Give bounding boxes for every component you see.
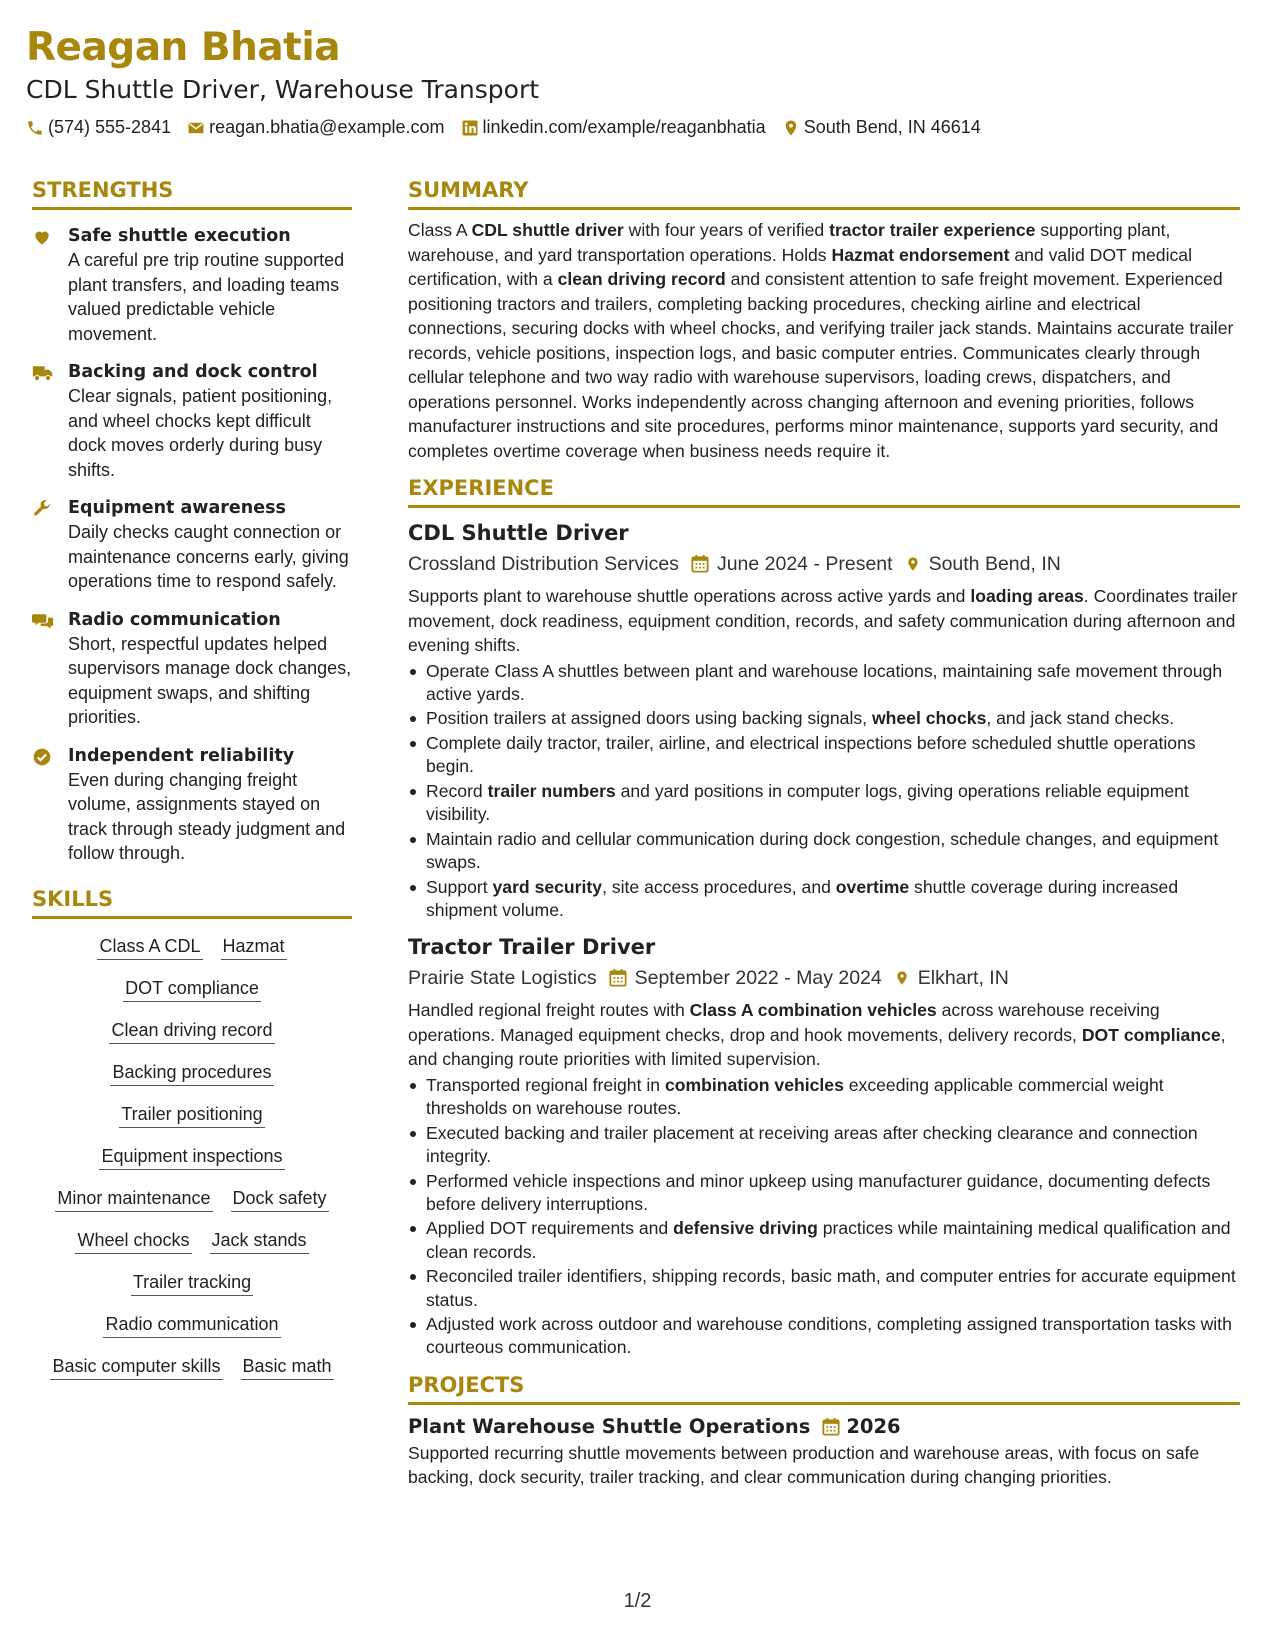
right-column [408, 175, 1240, 1490]
location-text: South Bend, IN 46614 [803, 117, 981, 137]
skill-tag: Trailer positioning [119, 1101, 264, 1128]
job-summary [408, 998, 1240, 1072]
bullet-item [408, 780, 1240, 826]
skill-tag: DOT compliance [123, 975, 261, 1002]
strength-desc: Clear signals, patient positioning, and wheel chocks kept difficult dock moves orderly during busy shifts. [68, 386, 333, 480]
job-company: Prairie State Logistics [408, 967, 597, 990]
strength-item [32, 608, 352, 730]
contact-phone[interactable] [26, 117, 171, 138]
bold-text: wheel chocks [871, 708, 987, 729]
summary-section [408, 175, 1240, 463]
projects-section [408, 1370, 1240, 1490]
bullet-item [408, 876, 1240, 922]
strength-title: Backing and dock control [68, 362, 318, 382]
strength-item [32, 496, 352, 594]
map-marker-icon [894, 968, 910, 988]
text-run: , and jack stand checks. [986, 708, 1175, 729]
skill-tag: Radio communication [103, 1311, 280, 1338]
page-number: 1/2 [623, 1590, 652, 1612]
job-location: South Bend, IN [928, 553, 1061, 575]
skills-section [32, 884, 352, 1380]
bullet-item [408, 1170, 1240, 1216]
text-run: Performed vehicle inspections and minor upkeep using manufacturer guidance, documenting defects before delivery interruptions. [426, 1170, 1211, 1214]
job-dates: September 2022 - May 2024 [634, 967, 882, 990]
strength-desc: Short, respectful updates helped supervisors manage dock changes, equipment swaps, and shifting priorities. [68, 633, 352, 727]
bold-text: combination vehicles [664, 1074, 844, 1095]
skill-tag: Class A CDL [97, 933, 202, 960]
project-year: 2026 [846, 1414, 901, 1438]
bold-text: Class A combination vehicles [689, 1000, 937, 1021]
bold-text: trailer numbers [487, 781, 616, 802]
experience-heading: EXPERIENCE [408, 473, 1240, 508]
candidate-title: CDL Shuttle Driver, Warehouse Transport [26, 75, 540, 104]
text-run: and consistent attention to safe freight movement. Experienced positioning tractors and trailers, completing backing procedures, checking airline and electrical connections, securing docks with wheel chocks, and verifying trailer jack stands. Maintains accurate trailer records, vehicle positions, inspection logs, and basic computer entries. Communicates clearly through cellular telephone and two way radio with warehouse supervisors, loading crews, dispatchers, and operations personnel. Works independently across changing afternoon and evening priorities, follows manufacturer instructions and site procedures, performs minor maintenance, supports yard security, and completes overtime coverage when business needs require it. [408, 269, 1234, 461]
skill-tag: Clean driving record [109, 1017, 274, 1044]
truck-icon [32, 363, 54, 383]
text-run: Executed backing and trailer placement at receiving areas after checking clearance and connection integrity. [426, 1122, 1198, 1166]
job-title: CDL Shuttle Driver [408, 521, 629, 545]
strength-item [32, 744, 352, 866]
text-run: Support [426, 876, 493, 897]
calendar-icon [822, 1417, 840, 1437]
skill-tag: Backing procedures [110, 1059, 273, 1086]
envelope-icon [187, 119, 205, 137]
strength-item [32, 224, 352, 346]
bullet-item [408, 1313, 1240, 1359]
calendar-icon [609, 968, 627, 988]
project-header [408, 1413, 1240, 1441]
text-run: . Coordinates trailer movement, dock readiness, equipment condition, records, and safety communication during afternoon and evening shifts. [408, 586, 1238, 655]
projects-heading: PROJECTS [408, 1370, 1240, 1405]
text-run: exceeding applicable commercial weight thresholds on warehouse routes. [426, 1074, 1164, 1118]
bullet-item [408, 1265, 1240, 1311]
linkedin-text: linkedin.com/example/reaganbhatia [482, 117, 766, 137]
text-run: across warehouse receiving operations. Managed equipment checks, drop and hook movements, delivery records, [408, 1000, 1160, 1045]
skill-tag: Dock safety [231, 1185, 329, 1212]
strength-title: Independent reliability [68, 745, 295, 766]
left-column [32, 175, 352, 1380]
job-entry [408, 932, 1240, 1359]
skill-tag: Trailer tracking [131, 1269, 253, 1296]
bullet-item [408, 660, 1240, 706]
strengths-heading: STRENGTHS [32, 175, 352, 210]
strength-title: Safe shuttle execution [68, 226, 291, 246]
contact-email[interactable] [187, 117, 444, 138]
text-run: supporting plant, warehouse, and yard transportation operations. Holds [408, 220, 1171, 265]
text-run: Record [426, 781, 488, 802]
text-run: and valid DOT medical certification, with a [408, 244, 1192, 289]
bullet-item [408, 1122, 1240, 1168]
skills-list [32, 919, 352, 1380]
bold-text: clean driving record [557, 269, 726, 289]
bullet-item [408, 732, 1240, 778]
bold-text: overtime [835, 876, 910, 897]
bold-text: defensive driving [673, 1218, 818, 1239]
comments-icon [32, 611, 54, 631]
text-run: Position trailers at assigned doors using backing signals, [426, 708, 872, 729]
summary-heading: SUMMARY [408, 175, 1240, 210]
bold-text: tractor trailer experience [829, 220, 1036, 240]
job-entry [408, 518, 1240, 922]
skill-tag: Basic math [241, 1353, 334, 1380]
text-run: Applied DOT requirements and [426, 1218, 674, 1239]
summary-text [408, 218, 1240, 463]
job-title: Tractor Trailer Driver [408, 935, 656, 960]
job-location: Elkhart, IN [917, 967, 1009, 990]
bullet-item [408, 707, 1240, 730]
bold-text: yard security [492, 876, 603, 897]
text-run: , site access procedures, and [602, 876, 836, 897]
skill-tag: Basic computer skills [50, 1353, 222, 1380]
map-marker-icon [905, 554, 921, 574]
skill-tag: Minor maintenance [55, 1185, 212, 1212]
text-run: Transported regional freight in [426, 1074, 665, 1095]
job-meta [408, 964, 1240, 992]
strength-desc: Daily checks caught connection or maintenance concerns early, giving operations time to respond safely. [68, 522, 349, 591]
job-bullets [408, 660, 1240, 923]
skill-tag: Wheel chocks [75, 1227, 191, 1254]
bold-text: loading areas [970, 586, 1084, 606]
skill-tag: Jack stands [210, 1227, 309, 1254]
phone-icon [26, 119, 44, 137]
text-run: Adjusted work across outdoor and warehouse conditions, completing assigned transportation tasks with courteous communication. [426, 1314, 1232, 1358]
text-run: shuttle coverage during increased shipment volume. [426, 876, 1179, 921]
phone-text: (574) 555-2841 [48, 117, 172, 137]
bullet-item [408, 1074, 1240, 1120]
resume-header [26, 24, 1246, 138]
text-run: practices while maintaining medical qualification and clean records. [426, 1218, 1231, 1262]
skills-heading: SKILLS [32, 884, 352, 919]
strength-item [32, 360, 352, 482]
text-run: Supports plant to warehouse shuttle operations across active yards and [408, 586, 971, 606]
contact-location [782, 117, 981, 138]
text-run: , and changing route priorities with limited supervision. [408, 1024, 1226, 1070]
bold-text: Hazmat endorsement [831, 244, 1010, 265]
skill-tag: Hazmat [221, 933, 287, 960]
job-dates: June 2024 - Present [716, 553, 893, 575]
heart-icon [32, 227, 52, 247]
text-run: Complete daily tractor, trailer, airline, and electrical inspections before scheduled shuttle operations begin. [426, 733, 1196, 777]
job-summary [408, 584, 1240, 658]
job-bullets [408, 1074, 1240, 1360]
project-desc: Supported recurring shuttle movements between production and warehouse areas, with focus on safe backing, dock security, trailer tracking, and clear communication during changing priorities. [408, 1442, 1200, 1488]
text-run: with four years of verified [623, 220, 830, 240]
strengths-section [32, 175, 352, 866]
candidate-name: Reagan Bhatia [26, 25, 341, 70]
bullet-item [408, 828, 1240, 874]
linkedin-icon [461, 119, 479, 137]
text-run: Reconciled trailer identifiers, shipping records, basic math, and computer entries for accurate equipment status. [426, 1266, 1236, 1310]
text-run: and yard positions in computer logs, giving operations reliable equipment visibility. [426, 781, 1189, 825]
wrench-icon [32, 499, 52, 519]
strength-title: Radio communication [68, 609, 281, 630]
bullet-item [408, 1217, 1240, 1263]
map-marker-icon [782, 119, 800, 137]
project-title: Plant Warehouse Shuttle Operations [408, 1414, 811, 1438]
job-company: Crossland Distribution Services [408, 553, 679, 575]
email-text: reagan.bhatia@example.com [209, 117, 445, 137]
bold-text: CDL shuttle driver [471, 220, 624, 240]
contact-bar [26, 117, 1246, 138]
skill-tag: Equipment inspections [99, 1143, 284, 1170]
job-meta [408, 550, 1240, 578]
contact-linkedin[interactable] [461, 117, 766, 138]
strength-title: Equipment awareness [68, 498, 286, 518]
strength-desc: A careful pre trip routine supported plant transfers, and loading teams valued predictable vehicle movement. [68, 250, 345, 344]
check-circle-icon [32, 747, 52, 767]
bold-text: DOT compliance [1081, 1024, 1221, 1045]
text-run: Maintain radio and cellular communication during dock congestion, schedule changes, and equipment swaps. [426, 828, 1219, 873]
experience-section [408, 473, 1240, 1360]
text-run: Operate Class A shuttles between plant and warehouse locations, maintaining safe movement through active yards. [426, 660, 1223, 704]
text-run: Handled regional freight routes with [408, 1000, 690, 1021]
calendar-icon [691, 554, 709, 574]
text-run: Class A [408, 220, 472, 240]
strength-desc: Even during changing freight volume, assignments stayed on track through steady judgment and follow through. [68, 769, 346, 863]
